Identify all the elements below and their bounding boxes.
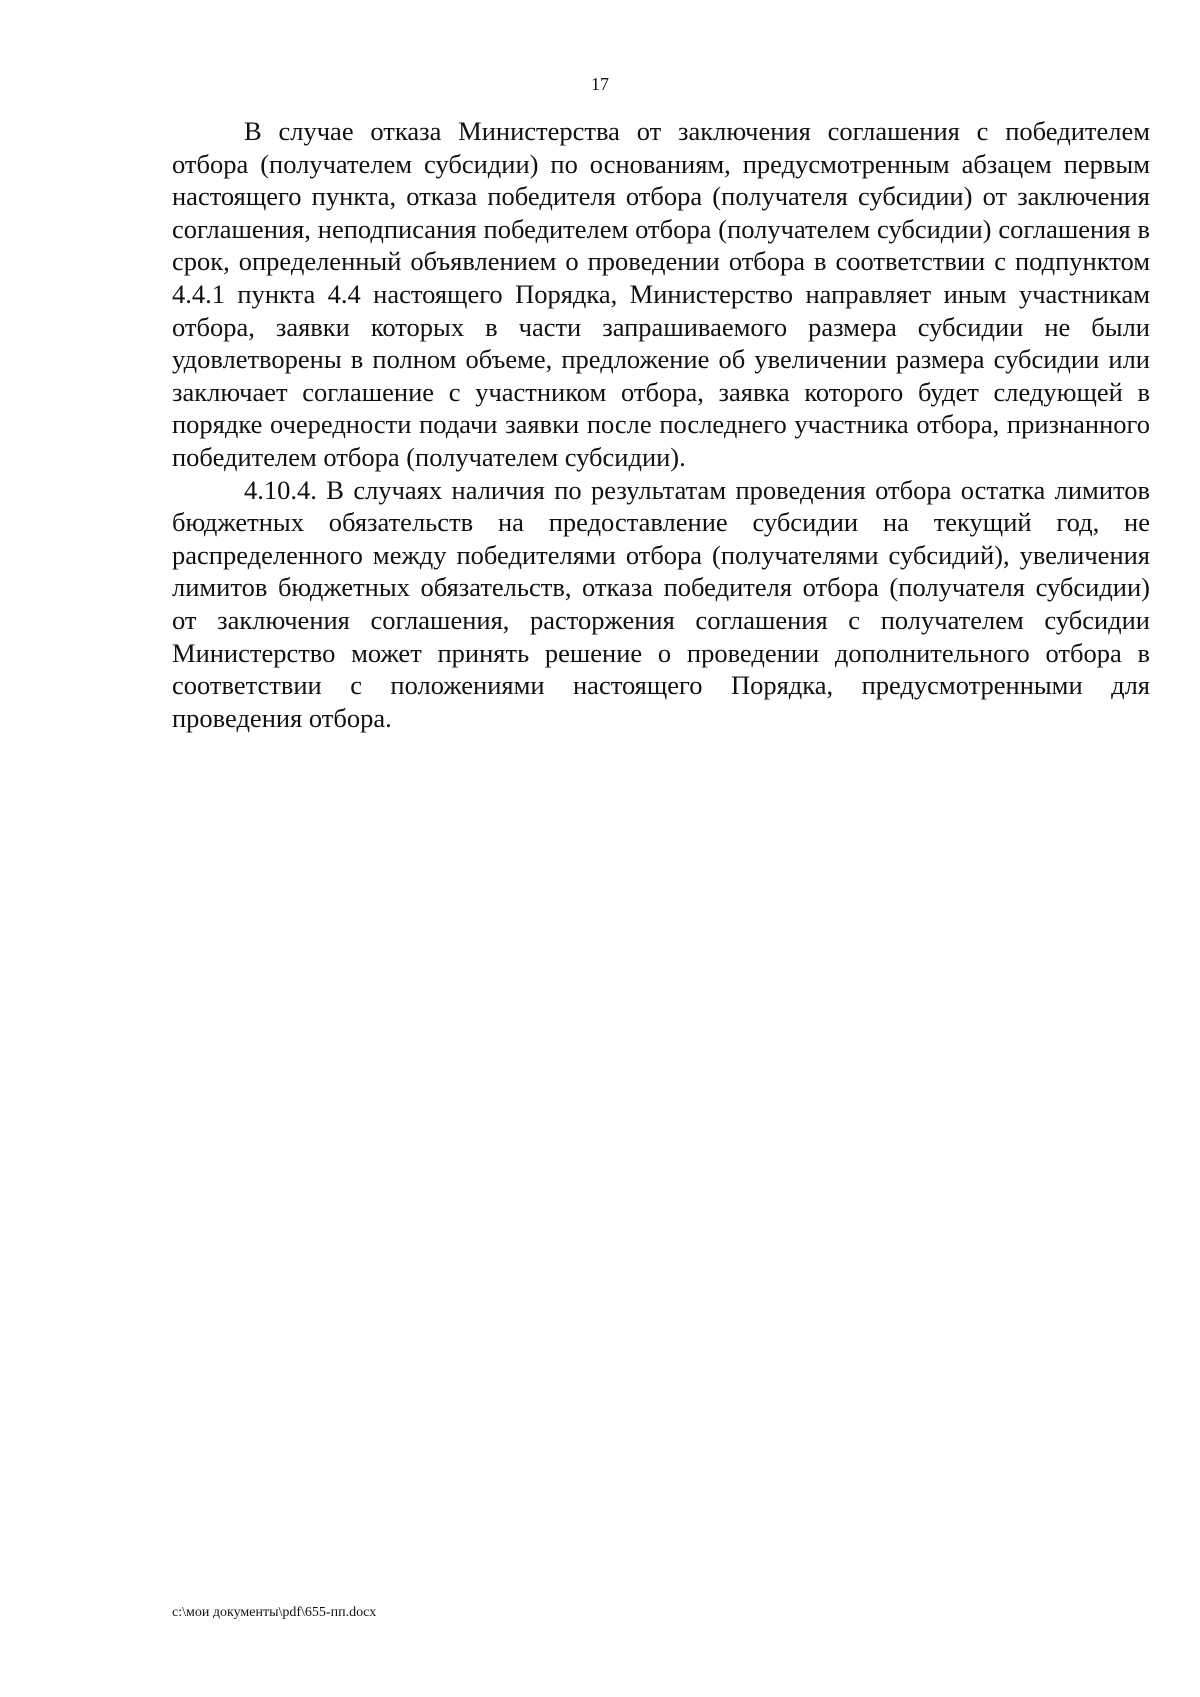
page-number: 17	[591, 74, 609, 94]
paragraph-refusal-agreement: В случае отказа Министерства от заключения соглашения с победителем отбора (получателем субсидии) по основаниям, предусмотренным абзацем первым настоящего пункта, отказа победителя отбора (получателя субсидии) от заключения соглашения, неподписания победителем отбора (получателем субсидии) соглашения в срок, определенный объявлением о проведении отбора в соответствии с подпунктом 4.4.1 пункта 4.4 настоящего Порядка, Министерство направляет иным участникам отбора, заявки которых в части запрашиваемого размера субсидии не были удовлетворены в полном объеме, предложение об увеличении размера субсидии или заключает соглашение с участником отбора, заявка которого будет следующей в порядке очередности подачи заявки после последнего участника отбора, признанного победителем отбора (получателем субсидии).	[172, 116, 1150, 472]
document-body	[172, 115, 1150, 734]
paragraph-4-10-4: 4.10.4. В случаях наличия по результатам проведения отбора остатка лимитов бюджетных обязательств на предоставление субсидии на текущий год, не распределенного между победителями отбора (получателями субсидий), увеличения лимитов бюджетных обязательств, отказа победителя отбора (получателя субсидии) от заключения соглашения, расторжения соглашения с получателем субсидии Министерство может принять решение о проведении дополнительного отбора в соответствии с положениями настоящего Порядка, предусмотренными для проведения отбора.	[172, 474, 1150, 733]
footer-file-path: c:\мои документы\pdf\655-пп.docx	[172, 1605, 377, 1620]
